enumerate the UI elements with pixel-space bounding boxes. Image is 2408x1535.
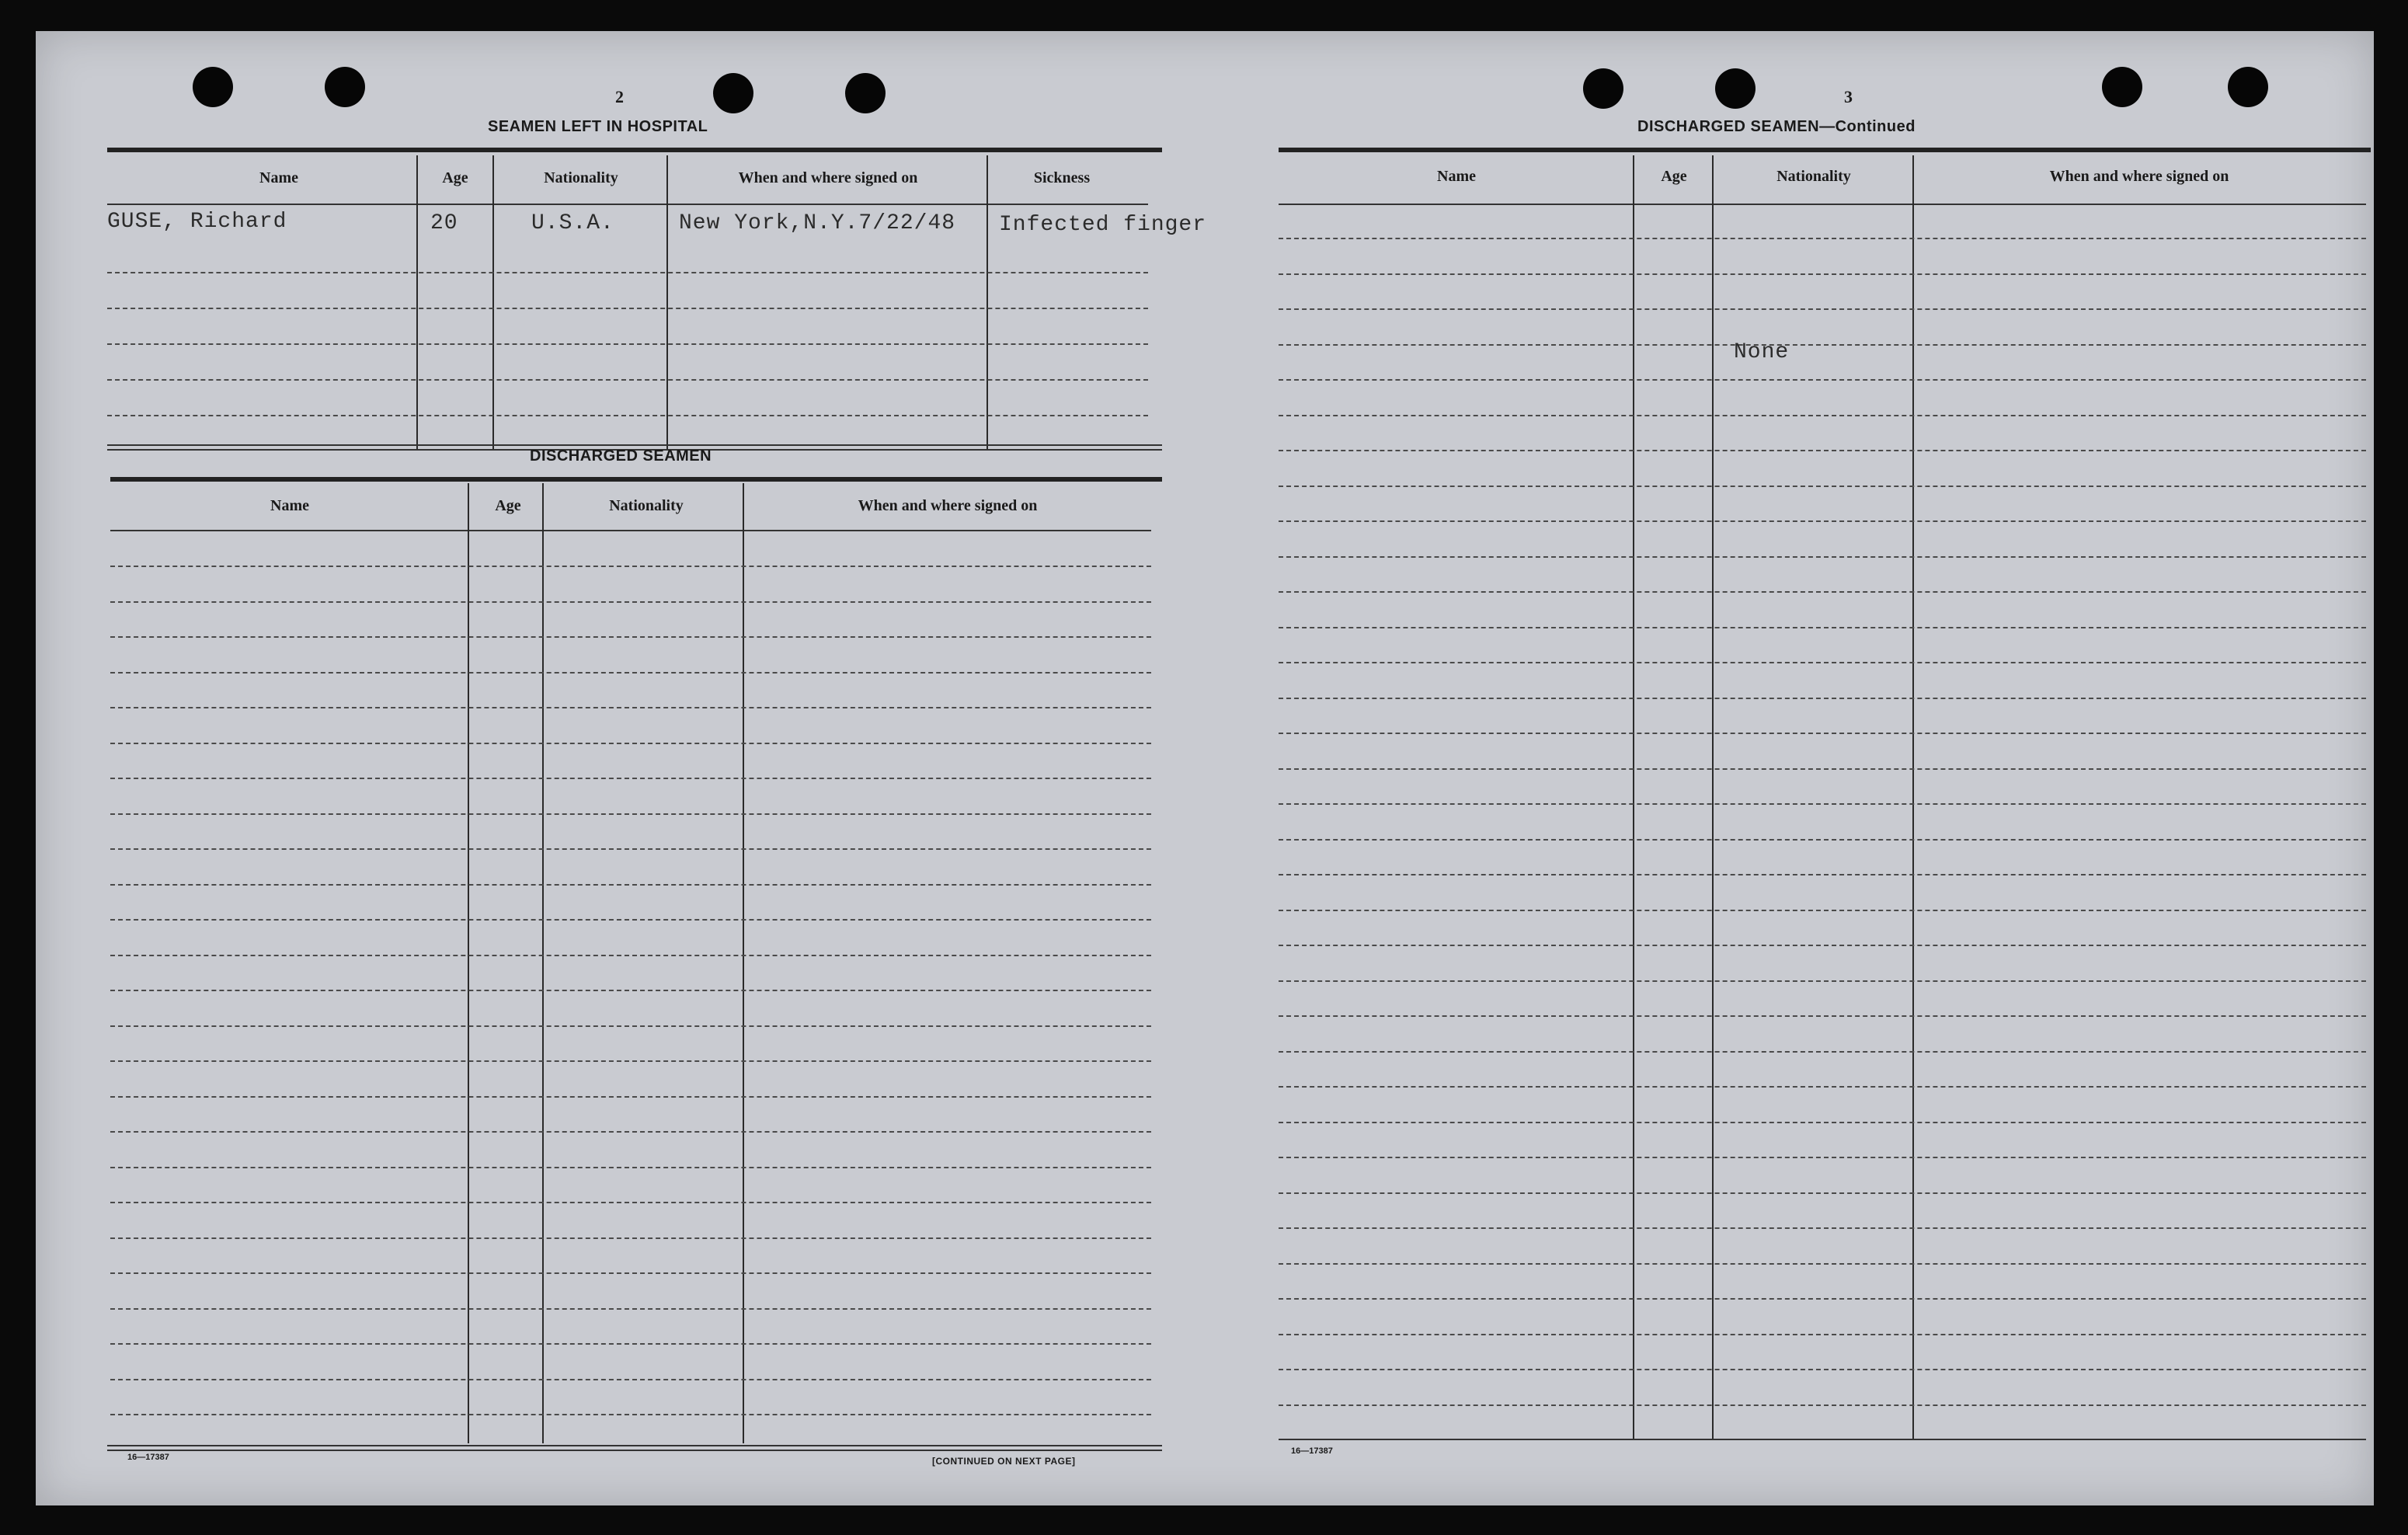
row-line [1279, 874, 2366, 875]
column-header-signed-on: When and where signed on [2049, 168, 2229, 185]
row-line [1279, 803, 2366, 805]
row-line [1279, 662, 2366, 663]
document-sheet [36, 31, 2374, 1505]
header-rule [1279, 204, 2366, 205]
row-line [110, 848, 1151, 850]
row-line [1279, 1334, 2366, 1335]
row-line [1279, 1086, 2366, 1088]
row-line [1279, 1157, 2366, 1158]
column-divider [743, 483, 744, 1443]
hospital-section-title: SEAMEN LEFT IN HOSPITAL [488, 118, 708, 135]
row-line [110, 813, 1151, 815]
hospital-row-age: 20 [430, 211, 458, 235]
row-line [110, 919, 1151, 921]
left-page [36, 31, 1207, 1505]
row-line [1279, 415, 2366, 416]
right-page [1279, 31, 2374, 1505]
row-line [110, 955, 1151, 956]
column-header-age: Age [1661, 168, 1687, 185]
bottom-rule [1279, 1439, 2366, 1440]
row-line [110, 566, 1151, 567]
row-line [1279, 1263, 2366, 1265]
hospital-row-nationality: U.S.A. [531, 211, 614, 235]
row-line [110, 884, 1151, 886]
row-line [1279, 733, 2366, 734]
column-header-age: Age [442, 169, 468, 186]
hospital-row-sickness: Infected finger [999, 213, 1207, 237]
row-line [107, 308, 1148, 309]
column-divider [492, 155, 494, 449]
row-line [110, 707, 1151, 708]
row-line [1279, 1192, 2366, 1194]
row-line [1279, 520, 2366, 522]
row-line [1279, 556, 2366, 558]
row-line [110, 1272, 1151, 1274]
bottom-rule [107, 1445, 1162, 1446]
section-rule [1279, 148, 2371, 152]
bottom-rule [107, 1450, 1162, 1451]
row-line [107, 379, 1148, 381]
none-entry: None [1734, 340, 1790, 364]
row-line [1279, 308, 2366, 310]
column-header-signed-on: When and where signed on [858, 497, 1038, 514]
section-rule [107, 148, 1162, 152]
column-divider [542, 483, 544, 1443]
column-header-nationality: Nationality [544, 169, 618, 186]
row-line [110, 1096, 1151, 1098]
row-line [1279, 450, 2366, 451]
row-line [110, 1308, 1151, 1310]
row-line [110, 1025, 1151, 1027]
row-line [1279, 1227, 2366, 1229]
row-line [1279, 344, 2366, 346]
row-line [110, 636, 1151, 638]
row-line [1279, 627, 2366, 628]
column-header-signed-on: When and where signed on [738, 169, 918, 186]
row-line [107, 415, 1148, 416]
section-rule [110, 477, 1162, 482]
row-line [1279, 379, 2366, 381]
row-line [110, 1237, 1151, 1239]
column-divider [666, 155, 668, 449]
column-divider [1912, 155, 1914, 1439]
column-header-nationality: Nationality [1776, 168, 1851, 185]
column-divider [416, 155, 418, 449]
row-line [1279, 1369, 2366, 1370]
column-header-name: Name [270, 497, 309, 514]
discharged-section-title: DISCHARGED SEAMEN [530, 447, 712, 465]
row-line [1279, 238, 2366, 239]
row-line [1279, 768, 2366, 770]
column-divider [468, 483, 469, 1443]
page-number: 2 [615, 87, 624, 106]
form-number: 16—17387 [127, 1453, 169, 1462]
row-line [110, 1379, 1151, 1380]
column-header-name: Name [259, 169, 298, 186]
column-divider [1633, 155, 1634, 1439]
header-rule [110, 530, 1151, 531]
column-header-nationality: Nationality [609, 497, 684, 514]
row-line [1279, 591, 2366, 593]
row-line [1279, 1298, 2366, 1300]
column-divider [987, 155, 988, 449]
row-line [110, 1202, 1151, 1203]
row-line [110, 1343, 1151, 1345]
row-line [110, 1131, 1151, 1133]
header-rule [107, 204, 1148, 205]
discharged-continued-title: DISCHARGED SEAMEN—Continued [1637, 118, 1916, 135]
column-divider [1712, 155, 1714, 1439]
row-line [110, 672, 1151, 674]
column-header-name: Name [1437, 168, 1476, 185]
row-line [110, 1167, 1151, 1168]
row-line [1279, 910, 2366, 911]
row-line [1279, 273, 2366, 275]
row-line [110, 778, 1151, 779]
continued-note: [CONTINUED ON NEXT PAGE] [932, 1456, 1076, 1467]
row-line [1279, 980, 2366, 982]
row-line [1279, 1015, 2366, 1017]
row-line [110, 990, 1151, 991]
page-number: 3 [1844, 87, 1853, 106]
row-line [1279, 839, 2366, 841]
section-end-rule [107, 444, 1162, 446]
row-line [107, 272, 1148, 273]
row-line [110, 743, 1151, 744]
form-number: 16—17387 [1291, 1446, 1333, 1456]
row-line [110, 1414, 1151, 1415]
row-line [110, 1060, 1151, 1062]
row-line [1279, 486, 2366, 487]
hospital-row-signed-on: New York,N.Y.7/22/48 [679, 211, 956, 235]
row-line [1279, 945, 2366, 946]
row-line [1279, 698, 2366, 699]
column-header-sickness: Sickness [1033, 169, 1091, 186]
row-line [1279, 1122, 2366, 1123]
column-header-age: Age [495, 497, 521, 514]
row-line [107, 343, 1148, 345]
hospital-row-name: GUSE, Richard [107, 210, 287, 234]
row-line [1279, 1404, 2366, 1406]
row-line [110, 601, 1151, 603]
row-line [1279, 1051, 2366, 1053]
